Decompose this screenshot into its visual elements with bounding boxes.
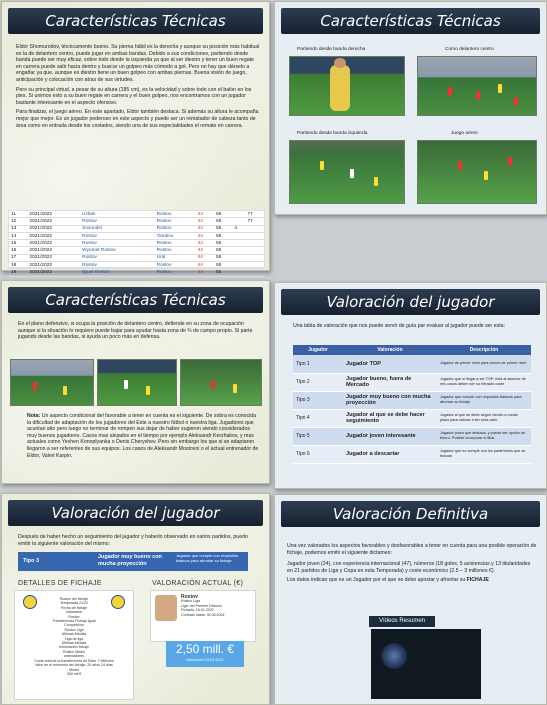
stats-row [9,269,264,276]
stats-cell: Rostov [80,218,155,225]
valoracion-cell: Jugador muy bueno con mucha proyección [343,391,437,409]
header-valoracion: Valoración [343,345,437,355]
slide-valoracion-2 [1,493,270,705]
tipo-label: Tipo 3 [23,558,40,564]
detalle-line: 300 mil € [66,671,82,676]
tipo-descripcion: Jugador que cumple con requisitos básicos para afrontar su fichaje [176,553,239,563]
stats-cell: 2021/2022 [27,240,80,247]
market-value-box [166,641,244,667]
stats-cell: 2021/2022 [27,218,80,225]
stats-cell: 77 [246,211,264,218]
stats-row [9,247,264,254]
stats-cell [232,211,245,218]
stats-cell: 44 [196,247,214,254]
stats-cell [232,218,245,225]
detalle-line: Rostov [68,614,80,619]
caption-banda-izquierda: Partiendo desde banda izquierda [297,131,368,136]
valoracion-lines [181,595,253,617]
descripcion-cell: Jugador joven que destaca, y puede ser opción de futuro. Posible incorporar el filial. [437,427,531,445]
stats-cell: Rostov [80,240,155,247]
valoracion-row [293,355,531,373]
valoracion-card [150,590,256,642]
tipo-cell: Tipo 4 [293,409,343,427]
valoracion-line: Rostov [181,594,198,600]
slide-valoracion-definitiva [274,494,547,705]
stats-cell: 2021/2022 [27,269,80,276]
stats-cell: 55 [214,240,232,247]
intro-text: En el plano defensivo, si ocupa la posición de delantero centro, defiende en su zona de ocupación aunque si la situación lo requiere puede bajar para ayudar hasta zona de ¾ de campo propio. Si parte jugando desde las bandas, si ayuda un poco más en defensa. [18,321,253,341]
stats-cell: 4 [232,225,245,232]
stats-cell: Rostov [155,211,196,218]
slide-title: Valoración Definitiva [281,501,540,527]
detalle-line: Competición [64,623,84,628]
stats-cell: Sovunder [80,225,155,232]
stats-cell: Ural [155,254,196,261]
slide-title: Valoración del jugador [8,500,263,526]
stats-row [9,232,264,239]
stats-cell: 55 [214,225,232,232]
video-glow [381,643,407,669]
stats-cell [246,269,264,276]
stats-cell [232,247,245,254]
valoracion-line: Liga: del Premier División [181,603,222,608]
stats-cell [246,247,264,254]
stats-cell: 55 [214,262,232,269]
detalle-line: Valor en el momento del fichaje: 20 años 24 días [35,663,113,668]
detalle-line: Valoración [65,610,83,615]
stats-cell: 11 [9,211,27,218]
stats-row [9,218,264,225]
stats-cell: 12 [9,218,27,225]
descripcion-cell: Jugador que no cumple con los parámetros que se buscan [437,445,531,463]
detalle-line: Últimas Medias [61,641,87,646]
stats-cell: Rostov [80,232,155,239]
descripcion-cell: Jugador de primer nivel para clubes de primer nivel [437,355,531,373]
stats-cell: Rostov [80,262,155,269]
valoracion-row [293,445,531,463]
slide-title: Características Técnicas [8,8,263,34]
photo-defensa-2 [97,359,177,406]
stats-cell [232,262,245,269]
stats-cell: 44 [196,211,214,218]
photo-delantero-centro [417,56,537,116]
stats-cell [232,269,245,276]
tipo-cell: Tipo 1 [293,355,343,373]
valoracion-row [293,391,531,409]
conclusion-text: Los datos indican que es un Jugador por el que se debe apostar y afrontar su [287,577,467,584]
stats-cell: 2021/2022 [27,232,80,239]
stats-cell: 2021/2022 [27,211,80,218]
stats-cell: Tambov [155,232,196,239]
photo-juego-aereo [417,140,537,204]
intro-text: Una tabla de valoración que nos puede servir de guía par evaluar al jugador puede ser esta: [293,323,505,329]
photo-defensa-3 [180,359,262,406]
note-body: Un aspecto condicional del favorable a tener en cuenta es el siguiente. De sobra es conocida la dificultad de adaptación de los jugadores del Este a nuestro fútbol o nuestra liga. Jugadores que acuntan alto pero luego no terminar de rompen sus dejar de haber sugieron siendo considerados muy buenos jugadores. Casos mas alejados en el tiempo por ejemplo Aleksandr Kerzhakov, y mas actuales como Yevhen Konoplyanka o Denis Cheryshev. Pero sin embargo los que si se adaptaron llegaron a ser referentes de sus equipos. Los casos de Aleksandr Mostovoi o el actual entrenador de Eldor, Valeri Karpin. [27,413,259,459]
header-jugador: Jugador [293,345,343,355]
slide-title: Valoración del jugador [281,289,540,315]
tipo-valoracion: Jugador muy bueno con mucha proyección [98,554,162,567]
detalle-line: ordenadores [63,654,85,659]
stats-cell [246,240,264,247]
valoracion-row [293,427,531,445]
stats-cell [232,240,245,247]
stats-cell: 2021/2022 [27,262,80,269]
stats-cell: 77 [246,218,264,225]
valoracion-line: Fichado: 16.01.2022 [181,608,214,613]
stats-cell: Rostov [155,218,196,225]
stats-row [9,211,264,218]
paragraph: Pero su principal virtud, a pesar de su altura (185 cm), es la velocidad y sobre todo con el balón en los pies. Si unimos esto a su buen regate en carrera y el buen golpeo, nos encontramos con un jugador bastante interesante en el aspecto ofensivo. [16,86,252,106]
intro-text: Después de haber hecho un seguimiento del jugador y haberlo observado en varios partidos, puedo emitir la siguiente valoración del mismo: [18,534,248,547]
stats-cell: 2021/2022 [27,254,80,261]
paragraph: Eldor Shomurodov, técnicamente bueno. Su pierna hábil es la derecha y aunque su posición más habitual es la de delantero centro, puede jugar en ambas bandas. Debido a sus condiciones, partiendo desde banda puede ser muy eficaz, sobre todo desde la izquierda ya que al ser diestro y tener un buen regate en carrera puede salir hacia dentro y buscar un golpeo más cómodo a gol. Pero no hay que dárselo a engañar ya que, aunque es diestro tiene un buen golpeo con ambas piernas. Buena visión de juego, anticipación y colocación con atras de sus virtudes. [16,44,260,83]
video-player[interactable] [371,629,481,699]
video-label: Vídeos Resumen [369,616,435,627]
conclusion-bold: FICHAJE [466,577,489,584]
stats-cell [246,262,264,269]
descripcion-cell: Jugador al que se debe seguir viendo a medio plazo para valorar a ser sera calle.. [437,409,531,427]
detalle-line: Transferencia Fichaje Igual [52,619,96,624]
descripcion-cell: Jugador que cumple con requisitos básicos para afrontar su fichaje [437,391,531,409]
photo-defensa-1 [10,359,94,406]
slide-title: Características Técnicas [8,287,263,313]
stats-table-container [8,210,265,276]
valoracion-table [293,345,531,464]
stats-cell: 44 [196,218,214,225]
caption-banda-derecha: Partiendo desde banda derecha [297,47,366,52]
stats-row [9,225,264,232]
stats-table [9,211,264,277]
photo-banda-izquierda [289,140,405,204]
valoracion-cell: Jugador bueno, fuera de Mercado [343,373,437,391]
valoracion-heading: VALORACIÓN ACTUAL (€) [152,580,244,587]
slide-caracteristicas-3 [1,280,270,484]
stats-cell [246,254,264,261]
detalle-line: Rostov Medio [63,649,85,654]
valoracion-row [293,409,531,427]
stats-row [9,262,264,269]
detalles-card [14,590,134,700]
stats-cell: 14 [9,232,27,239]
detalle-line: Rostov del fichaje [59,597,89,601]
slide-caracteristicas-1 [1,1,270,276]
paragraph: Jugador joven (24), con experiencia internacional (47), números (18 goles, 5 asistencias y 13 titularidades en 21 partidos de Liga y Copa en esta Temporada) y coste económico (2.5 – 3 millones €). [287,561,531,574]
detalle-line: Coste total de la transferencia de Eldor 7 Millones [34,658,114,663]
stats-cell: Ilguel Rostov [80,269,155,276]
header-descripcion: Descripción [437,345,531,355]
stats-cell: Rostov [155,225,196,232]
slide-caracteristicas-2 [274,1,547,215]
tipo-cell: Tipo 3 [293,391,343,409]
detalles-lines [19,597,129,676]
stats-cell [246,232,264,239]
caption-delantero-centro: Como delantero centro [445,47,494,52]
tipo-cell: Tipo 2 [293,373,343,391]
valoracion-cell: Jugador a descartar [343,445,437,463]
stats-cell [232,232,245,239]
paragraph [287,577,537,584]
valoracion-cell: Jugador al que se debe hacer seguimiento [343,409,437,427]
stats-cell: 19 [9,269,27,276]
slide-body [287,543,537,587]
detalle-line: Rostov Liga [64,627,84,632]
stats-cell: 2021/2022 [27,247,80,254]
note-label: Nota: [27,413,41,419]
tipo-cell: Tipo 6 [293,445,343,463]
market-value: 2,50 mill. € [175,642,235,656]
stats-cell: 16 [9,247,27,254]
detalle-line: Liga de liga [64,636,84,641]
stats-row [9,254,264,261]
valoracion-cell: Jugador joven interesante [343,427,437,445]
stats-row [9,240,264,247]
stats-cell: 17 [9,254,27,261]
stats-cell: 44 [196,262,214,269]
descripcion-cell: Jugador que si llegar a ser TOP, está al alcance de mis cosos deben ser su elevado coste [437,373,531,391]
paragraph: Para finalizar, el juego aéreo. En este apartado, Eldor también destaca. Si además su altura le acompaña mejor que mejor. Es un jugador poderoso en este aspecto y puede ser un rematador de cabeza tanto de área como en entrada desde los costados, siendo una de sus especialidades el remate en carrera. [16,109,259,129]
stats-cell: 2021/2022 [27,225,80,232]
stats-cell: 44 [196,225,214,232]
stats-cell [232,254,245,261]
stats-cell: Rostov [80,254,155,261]
stats-cell: 55 [214,232,232,239]
detalle-line: Medio [69,667,79,672]
paragraph: Una vez valorados los aspectos favorables y desfavorables a tener en cuenta para una posible operación de fichaje, podemos emitir el siguiente dictamen: [287,543,537,556]
valoracion-line: Rostov Liga [181,599,200,604]
stats-cell: 18 [9,262,27,269]
stats-cell: 55 [214,254,232,261]
stats-cell: Wyomet Rostov [80,247,155,254]
stats-cell: 44 [196,254,214,261]
player-photo [155,595,177,621]
stats-cell [246,225,264,232]
slide-body [16,44,260,132]
stats-cell: 44 [196,269,214,276]
photo-banda-derecha [289,56,405,116]
detalle-line: Información fichaje [58,645,90,650]
stats-cell: 55 [214,218,232,225]
stats-cell: 55 [214,247,232,254]
stats-cell: 55 [214,211,232,218]
detalle-line: Fecha de fichaje [60,605,88,610]
caption-juego-aereo: Juego aéreo [451,131,478,136]
stats-cell: 44 [196,232,214,239]
valoracion-line: Contrato hasta: 30.06.2024 [181,612,225,617]
detalle-line: Últimas Medias [61,632,87,637]
stats-cell: Rostov [155,240,196,247]
stats-cell: Uzbek [80,211,155,218]
stats-cell: Rostov [155,247,196,254]
slide-valoracion-1 [274,282,547,489]
tipo-cell: Tipo 5 [293,427,343,445]
selected-tipo-row [18,552,248,571]
detalle-line: Temporada 21/22 [60,601,88,606]
stats-cell: 15 [9,240,27,247]
detalles-heading: DETALLES DE FICHAJE [18,580,102,587]
stats-cell: Rostov [155,269,196,276]
market-value-date: Valoración 23.01.2021 [186,658,224,662]
slide-title: Características Técnicas [281,8,540,34]
valoracion-cell: Jugador TOP [343,355,437,373]
valoracion-row [293,373,531,391]
note-text [27,413,259,459]
stats-cell: 13 [9,225,27,232]
stats-cell: 44 [196,240,214,247]
stats-cell: 55 [214,269,232,276]
stats-cell: Rostov [155,262,196,269]
